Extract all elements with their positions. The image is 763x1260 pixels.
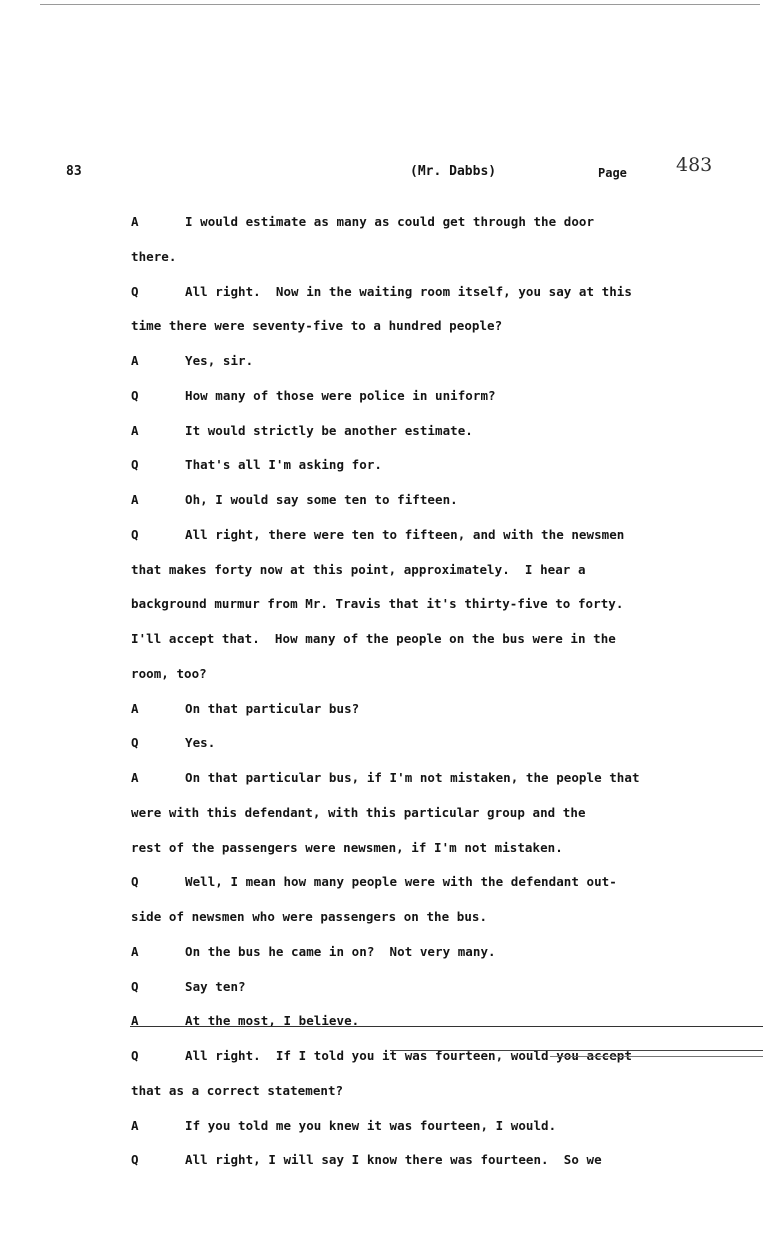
answer-marker: A xyxy=(131,492,139,507)
transcript-line xyxy=(131,284,632,299)
transcript-line xyxy=(131,631,616,646)
witness-header: (Mr. Dabbs) xyxy=(410,164,497,179)
answer-marker: A xyxy=(131,214,139,229)
line-text: All right, there were ten to fifteen, and with the newsmen xyxy=(185,526,625,542)
line-text: side of newsmen who were passengers on the bus. xyxy=(131,909,488,924)
transcript-line xyxy=(131,353,253,368)
transcript-line xyxy=(131,1118,556,1133)
line-text: Oh, I would say some ten to fifteen. xyxy=(185,492,458,507)
question-marker: Q xyxy=(131,874,139,890)
transcript-line xyxy=(131,249,176,264)
line-text: How many of those were police in uniform? xyxy=(185,387,496,403)
question-marker: Q xyxy=(131,1048,139,1063)
transcript-line xyxy=(131,874,617,889)
page-label: Page xyxy=(598,166,627,180)
line-text: On the bus he came in on? Not very many. xyxy=(185,943,496,959)
transcript-line xyxy=(131,527,624,542)
line-text: On that particular bus, if I'm not mistaken, the people that xyxy=(185,770,640,785)
transcript-line xyxy=(131,457,382,472)
transcript-line xyxy=(131,666,207,681)
line-text: were with this defendant, with this particular group and the xyxy=(131,804,586,820)
transcript-line xyxy=(131,944,496,959)
strikethrough-mark xyxy=(390,1050,763,1051)
transcript-line xyxy=(131,1152,602,1167)
strikethrough-mark-secondary xyxy=(550,1056,763,1057)
line-text: Yes, sir. xyxy=(185,353,254,368)
line-text: Yes. xyxy=(185,735,216,751)
line-text: background murmur from Mr. Travis that it's thirty-five to forty. xyxy=(131,596,624,612)
line-text: All right, I will say I know there was fourteen. So we xyxy=(185,1152,602,1168)
transcript-line xyxy=(131,1083,343,1098)
answer-marker: A xyxy=(131,422,139,438)
line-text: All right. If I told you it was fourteen, would you accept xyxy=(185,1048,632,1063)
underline-mark xyxy=(130,1026,763,1027)
line-text: It would strictly be another estimate. xyxy=(185,422,473,438)
transcript-line xyxy=(131,805,586,820)
question-marker: Q xyxy=(131,735,139,751)
transcript-line xyxy=(131,770,640,785)
page-left-number: 83 xyxy=(66,164,82,179)
line-text: That's all I'm asking for. xyxy=(185,457,382,473)
line-text: room, too? xyxy=(131,665,207,681)
answer-marker: A xyxy=(131,770,139,785)
line-text: I'll accept that. How many of the people on the bus were in the xyxy=(131,631,616,646)
line-text: At the most, I believe. xyxy=(185,1013,360,1029)
question-marker: Q xyxy=(131,526,139,542)
transcript-line xyxy=(131,492,458,507)
transcript-line xyxy=(131,909,487,924)
line-text: On that particular bus? xyxy=(185,700,360,716)
transcript-line xyxy=(131,701,359,716)
answer-marker: A xyxy=(131,1117,139,1133)
answer-marker: A xyxy=(131,700,139,716)
answer-marker: A xyxy=(131,943,139,959)
transcript-line xyxy=(131,735,215,750)
line-text: If you told me you knew it was fourteen, I would. xyxy=(185,1117,557,1133)
top-border-line xyxy=(40,4,760,5)
transcript-line xyxy=(131,979,246,994)
transcript-line xyxy=(131,388,496,403)
line-text: rest of the passengers were newsmen, if I'm not mistaken. xyxy=(131,839,563,855)
question-marker: Q xyxy=(131,457,139,473)
question-marker: Q xyxy=(131,978,139,994)
line-text: Say ten? xyxy=(185,978,246,994)
line-text: time there were seventy-five to a hundred people? xyxy=(131,318,503,334)
line-text: I would estimate as many as could get through the door xyxy=(185,214,595,229)
answer-marker: A xyxy=(131,1013,139,1029)
transcript-line xyxy=(131,596,623,611)
line-text: that as a correct statement? xyxy=(131,1082,344,1098)
handwritten-page-number: 483 xyxy=(676,154,713,176)
answer-marker: A xyxy=(131,353,139,368)
line-text: that makes forty now at this point, approximately. I hear a xyxy=(131,561,586,577)
line-text: All right. Now in the waiting room itself, you say at this xyxy=(185,283,632,299)
transcript-line xyxy=(131,840,563,855)
transcript-line xyxy=(131,318,502,333)
transcript-line xyxy=(131,214,594,229)
line-text: Well, I mean how many people were with the defendant out- xyxy=(185,874,617,890)
question-marker: Q xyxy=(131,387,139,403)
question-marker: Q xyxy=(131,1152,139,1168)
line-text: there. xyxy=(131,248,177,264)
transcript-line xyxy=(131,423,473,438)
question-marker: Q xyxy=(131,283,139,299)
transcript-line xyxy=(131,562,586,577)
